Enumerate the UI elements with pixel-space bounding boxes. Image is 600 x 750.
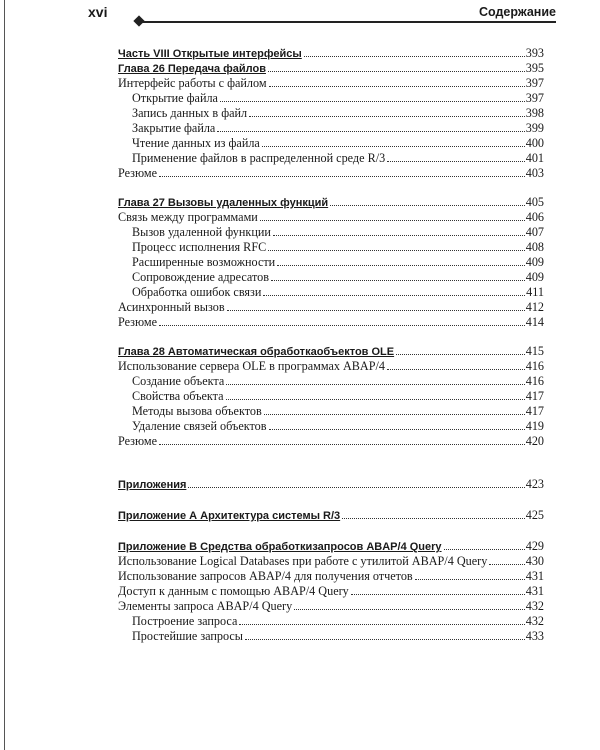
toc-entry-page: 416 <box>525 359 544 373</box>
toc-entry-page: 432 <box>525 599 544 613</box>
toc-subsection[interactable] <box>118 151 544 166</box>
dot-leader <box>273 233 525 236</box>
toc-entry-page: 403 <box>525 166 544 180</box>
toc-entry-title: Связь между программами <box>118 210 258 224</box>
dot-leader <box>415 577 525 580</box>
toc-entry-title: Глава 28 Автоматическая обработкаобъектов OLE <box>118 346 395 358</box>
dot-leader <box>387 159 525 162</box>
toc-entry-title: Простейшие запросы <box>132 629 243 643</box>
toc-section[interactable] <box>118 554 544 569</box>
toc-entry-title: Глава 27 Вызовы удаленных функций <box>118 197 329 209</box>
dot-leader <box>239 622 524 625</box>
toc-section[interactable] <box>118 434 544 449</box>
running-header <box>88 4 556 22</box>
toc-entry-title: Запись данных в файл <box>132 106 248 120</box>
dot-leader <box>263 293 525 296</box>
dot-leader <box>269 427 525 430</box>
toc-chapter-26[interactable] <box>118 61 544 76</box>
dot-leader <box>159 442 525 445</box>
toc-entry-page: 400 <box>525 136 544 150</box>
dot-leader <box>260 218 525 221</box>
dot-leader <box>226 397 525 400</box>
dot-leader <box>396 352 525 355</box>
header-rule <box>140 21 556 23</box>
toc-entry-page: 395 <box>525 61 544 75</box>
toc-entry-page: 409 <box>525 255 544 269</box>
dot-leader <box>262 144 525 147</box>
toc-entry-title: Расширенные возможности <box>132 255 276 269</box>
dot-leader <box>342 516 525 519</box>
toc-section[interactable] <box>118 584 544 599</box>
toc-section[interactable] <box>118 569 544 584</box>
toc-subsection[interactable] <box>118 285 544 300</box>
toc-section[interactable] <box>118 210 544 225</box>
toc-section[interactable] <box>118 315 544 330</box>
toc-entry-title: Интерфейс работы с файлом <box>118 76 267 90</box>
toc-entry-page: 432 <box>525 614 544 628</box>
toc-entry-title: Часть VIII Открытые интерфейсы <box>118 48 302 60</box>
page-edge-line <box>4 0 5 750</box>
toc-subsection[interactable] <box>118 136 544 151</box>
toc-entry-page: 423 <box>525 477 544 491</box>
toc-entry-page: 416 <box>525 374 544 388</box>
toc-entry-page: 411 <box>526 285 544 299</box>
dot-leader <box>444 547 525 550</box>
toc-appendix-b[interactable] <box>118 539 544 554</box>
toc-entry-title: Закрытие файла <box>132 121 216 135</box>
toc-entry-title: Элементы запроса ABAP/4 Query <box>118 599 293 613</box>
toc-entry-title: Сопровождение адресатов <box>132 270 270 284</box>
dot-leader <box>249 114 525 117</box>
toc-entry-page: 397 <box>525 91 544 105</box>
toc-entry-title: Применение файлов в распределенной среде R/3 <box>132 151 386 165</box>
toc-entry-page: 401 <box>525 151 544 165</box>
toc-entry-page: 407 <box>525 225 544 239</box>
dot-leader <box>268 248 524 251</box>
toc-entry-title: Удаление связей объектов <box>132 419 267 433</box>
dot-leader <box>489 562 524 565</box>
dot-leader <box>304 54 525 57</box>
toc-entry-title: Асинхронный вызов <box>118 300 225 314</box>
dot-leader <box>159 174 525 177</box>
dot-leader <box>226 382 524 385</box>
toc-entry-title: Процесс исполнения RFC <box>132 240 267 254</box>
toc-entry-page: 415 <box>525 344 544 358</box>
toc-entry-title: Приложение В Средства обработкизапросов ABAP/4 Query <box>118 541 442 553</box>
dot-leader <box>227 308 525 311</box>
toc-entry-page: 430 <box>525 554 544 568</box>
toc-entry-page: 399 <box>525 121 544 135</box>
toc-entry-page: 431 <box>525 569 544 583</box>
dot-leader <box>277 263 525 266</box>
dot-leader <box>264 412 525 415</box>
toc-subsection[interactable] <box>118 629 544 644</box>
toc-entry-title: Использование запросов ABAP/4 для получения отчетов <box>118 569 413 583</box>
toc-subsection[interactable] <box>118 389 544 404</box>
toc-entry-title: Приложения <box>118 479 187 491</box>
dot-leader <box>245 637 525 640</box>
toc-section[interactable] <box>118 166 544 181</box>
dot-leader <box>188 485 524 488</box>
toc-entry-title: Резюме <box>118 166 158 180</box>
toc-entry-page: 433 <box>525 629 544 643</box>
table-of-contents <box>118 46 544 644</box>
toc-section[interactable] <box>118 76 544 91</box>
page-number: xvi <box>88 4 108 20</box>
section-title: Содержание <box>478 5 556 19</box>
toc-appendices[interactable] <box>118 477 544 492</box>
dot-leader <box>330 203 525 206</box>
toc-part-8[interactable] <box>118 46 544 61</box>
toc-entry-page: 405 <box>525 195 544 209</box>
toc-entry-title: Свойства объекта <box>132 389 224 403</box>
toc-entry-title: Использование Logical Databases при работе с утилитой ABAP/4 Query <box>118 554 488 568</box>
toc-subsection[interactable] <box>118 404 544 419</box>
toc-entry-title: Резюме <box>118 315 158 329</box>
toc-entry-title: Обработка ошибок связи <box>132 285 262 299</box>
toc-chapter-28[interactable] <box>118 344 544 359</box>
toc-entry-title: Вызов удаленной функции <box>132 225 271 239</box>
toc-entry-page: 431 <box>525 584 544 598</box>
toc-entry-page: 414 <box>525 315 544 329</box>
toc-entry-page: 425 <box>525 508 544 522</box>
toc-chapter-27[interactable] <box>118 195 544 210</box>
toc-section[interactable] <box>118 300 544 315</box>
toc-entry-title: Использование сервера OLE в программах ABAP/4 <box>118 359 385 373</box>
dot-leader <box>268 69 525 72</box>
dot-leader <box>351 592 525 595</box>
toc-subsection[interactable] <box>118 91 544 106</box>
toc-section[interactable] <box>118 599 544 614</box>
toc-entry-title: Построение запроса <box>132 614 238 628</box>
toc-entry-page: 406 <box>525 210 544 224</box>
toc-subsection[interactable] <box>118 106 544 121</box>
toc-subsection[interactable] <box>118 240 544 255</box>
toc-entry-title: Приложение А Архитектура системы R/3 <box>118 510 341 522</box>
toc-appendix-a[interactable] <box>118 508 544 523</box>
toc-entry-page: 420 <box>525 434 544 448</box>
toc-subsection[interactable] <box>118 225 544 240</box>
toc-subsection[interactable] <box>118 270 544 285</box>
toc-entry-page: 409 <box>525 270 544 284</box>
toc-subsection[interactable] <box>118 614 544 629</box>
toc-entry-title: Резюме <box>118 434 158 448</box>
toc-entry-title: Глава 26 Передача файлов <box>118 63 266 75</box>
toc-entry-page: 398 <box>525 106 544 120</box>
toc-entry-page: 417 <box>525 389 544 403</box>
dot-leader <box>387 367 525 370</box>
toc-entry-page: 393 <box>525 46 544 60</box>
toc-entry-page: 419 <box>525 419 544 433</box>
toc-entry-page: 412 <box>525 300 544 314</box>
dot-leader <box>269 84 525 87</box>
toc-subsection[interactable] <box>118 121 544 136</box>
toc-entry-title: Доступ к данным с помощью ABAP/4 Query <box>118 584 349 598</box>
toc-entry-title: Открытие файла <box>132 91 218 105</box>
dot-leader <box>217 129 524 132</box>
toc-subsection[interactable] <box>118 374 544 389</box>
toc-entry-title: Создание объекта <box>132 374 225 388</box>
toc-entry-page: 397 <box>525 76 544 90</box>
toc-entry-page: 429 <box>525 539 544 553</box>
toc-subsection[interactable] <box>118 255 544 270</box>
toc-entry-title: Чтение данных из файла <box>132 136 260 150</box>
dot-leader <box>294 607 525 610</box>
dot-leader <box>220 99 525 102</box>
toc-entry-page: 417 <box>525 404 544 418</box>
toc-entry-title: Методы вызова объектов <box>132 404 262 418</box>
toc-subsection[interactable] <box>118 419 544 434</box>
dot-leader <box>159 323 525 326</box>
dot-leader <box>271 278 525 281</box>
toc-section[interactable] <box>118 359 544 374</box>
toc-entry-page: 408 <box>525 240 544 254</box>
